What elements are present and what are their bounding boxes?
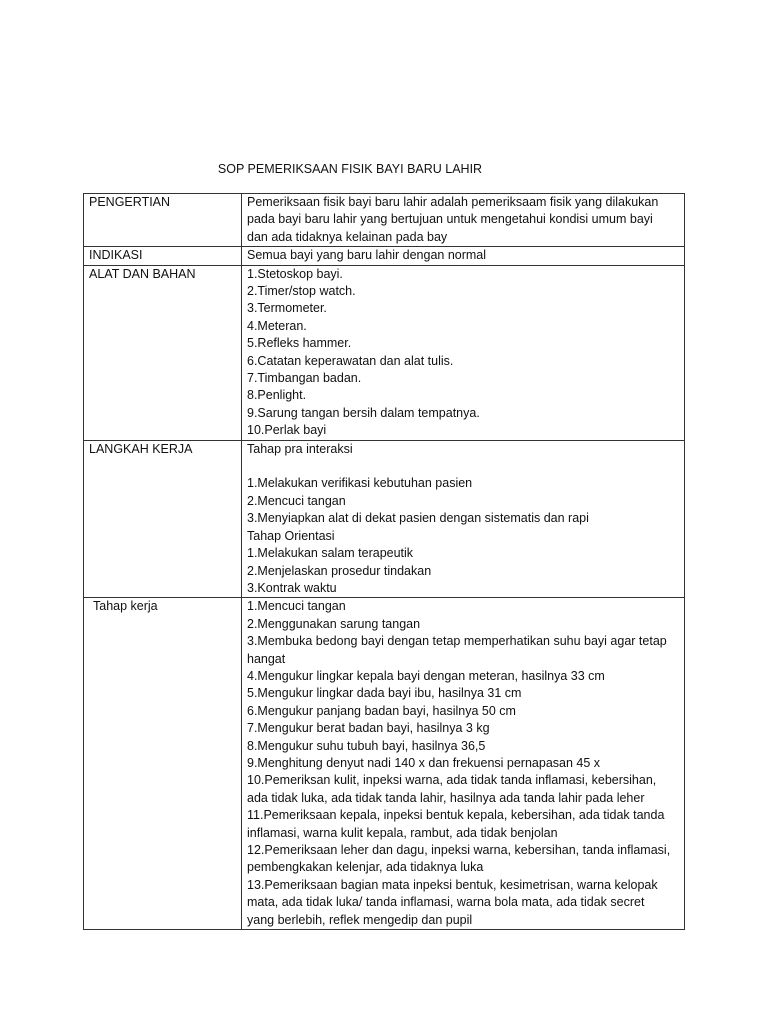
content-line: 6.Mengukur panjang badan bayi, hasilnya 50 cm [247, 703, 516, 718]
row-label: LANGKAH KERJA [89, 441, 193, 456]
content-line: inflamasi, warna kulit kepala, rambut, ada tidak benjolan [247, 825, 558, 840]
sop-table [83, 193, 685, 930]
content-line: 1.Melakukan verifikasi kebutuhan pasien [247, 476, 473, 491]
row-label: INDIKASI [89, 248, 143, 263]
content-line: 9.Menghitung denyut nadi 140 x dan frekuensi pernapasan 45 x [247, 755, 601, 770]
content-line: 3.Kontrak waktu [247, 580, 337, 595]
content-line: 7.Mengukur berat badan bayi, hasilnya 3 kg [247, 721, 490, 736]
row-label-cell [84, 194, 242, 247]
content-line: 5.Mengukur lingkar dada bayi ibu, hasilnya 31 cm [247, 686, 522, 701]
content-line: 8.Mengukur suhu tubuh bayi, hasilnya 36,5 [247, 738, 486, 753]
content-line: 1.Mencuci tangan [247, 599, 346, 614]
table-row [84, 194, 685, 247]
row-label: PENGERTIAN [89, 195, 171, 209]
content-line: hangat [247, 651, 286, 666]
content-line: 2.Mencuci tangan [247, 493, 346, 508]
content-line: ada tidak luka, ada tidak tanda lahir, hasilnya ada tanda lahir pada leher [247, 790, 645, 805]
row-label: Tahap kerja [93, 599, 158, 614]
table-row [84, 265, 685, 440]
content-line: 3.Membuka bedong bayi dengan tetap memperhatikan suhu bayi agar tetap [247, 634, 667, 649]
content-line: 11.Pemeriksaan kepala, inpeksi bentuk kepala, kebersihan, ada tidak tanda [247, 808, 665, 823]
blank-line [247, 458, 680, 475]
row-content-cell [242, 247, 685, 265]
row-label-cell [84, 247, 242, 265]
content-line: 13.Pemeriksaan bagian mata inpeksi bentuk, kesimetrisan, warna kelopak [247, 877, 658, 892]
content-line: 10.Perlak bayi [247, 423, 327, 438]
row-content-cell [242, 194, 685, 247]
content-line: 1.Stetoskop bayi. [247, 266, 343, 281]
content-line: 6.Catatan keperawatan dan alat tulis. [247, 353, 454, 368]
content-line: 3.Menyiapkan alat di dekat pasien dengan sistematis dan rapi [247, 511, 589, 526]
content-line: 2.Timer/stop watch. [247, 284, 356, 299]
content-line: Tahap Orientasi [247, 528, 335, 543]
row-label-cell [84, 265, 242, 440]
content-line: pada bayi baru lahir yang bertujuan untuk mengetahui kondisi umum bayi [247, 212, 653, 227]
row-content-cell [242, 598, 685, 930]
content-line: 2.Menggunakan sarung tangan [247, 616, 421, 631]
content-line: 5.Refleks hammer. [247, 336, 352, 351]
content-line: 3.Termometer. [247, 301, 327, 316]
content-line: Semua bayi yang baru lahir dengan normal [247, 248, 487, 263]
content-line: 4.Mengukur lingkar kepala bayi dengan meteran, hasilnya 33 cm [247, 668, 605, 683]
table-row [84, 440, 685, 598]
content-line: Tahap pra interaksi [247, 441, 353, 456]
row-content-cell [242, 440, 685, 598]
table-row [84, 247, 685, 265]
content-line: mata, ada tidak luka/ tanda inflamasi, warna bola mata, ada tidak secret [247, 895, 645, 910]
content-line: dan ada tidaknya kelainan pada bay [247, 229, 448, 244]
content-line: 1.Melakukan salam terapeutik [247, 546, 414, 561]
content-line: Pemeriksaan fisik bayi baru lahir adalah pemeriksaam fisik yang dilakukan [247, 195, 659, 209]
content-line: 7.Timbangan badan. [247, 371, 362, 386]
content-line: pembengkakan kelenjar, ada tidaknya luka [247, 860, 484, 875]
table-row [84, 598, 685, 930]
document-title: SOP PEMERIKSAAN FISIK BAYI BARU LAHIR [217, 162, 483, 176]
content-line: 12.Pemeriksaan leher dan dagu, inpeksi warna, kebersihan, tanda inflamasi, [247, 843, 671, 858]
row-content-cell [242, 265, 685, 440]
content-line: 4.Meteran. [247, 318, 307, 333]
content-line: 9.Sarung tangan bersih dalam tempatnya. [247, 405, 480, 420]
row-label: ALAT DAN BAHAN [89, 266, 196, 281]
content-line: 8.Penlight. [247, 388, 307, 403]
row-label-cell [84, 598, 242, 930]
content-line: 2.Menjelaskan prosedur tindakan [247, 563, 432, 578]
content-line: 10.Pemeriksan kulit, inpeksi warna, ada tidak tanda inflamasi, kebersihan, [247, 773, 657, 788]
row-label-cell [84, 440, 242, 598]
content-line: yang berlebih, reflek mengedip dan pupil [247, 912, 473, 927]
